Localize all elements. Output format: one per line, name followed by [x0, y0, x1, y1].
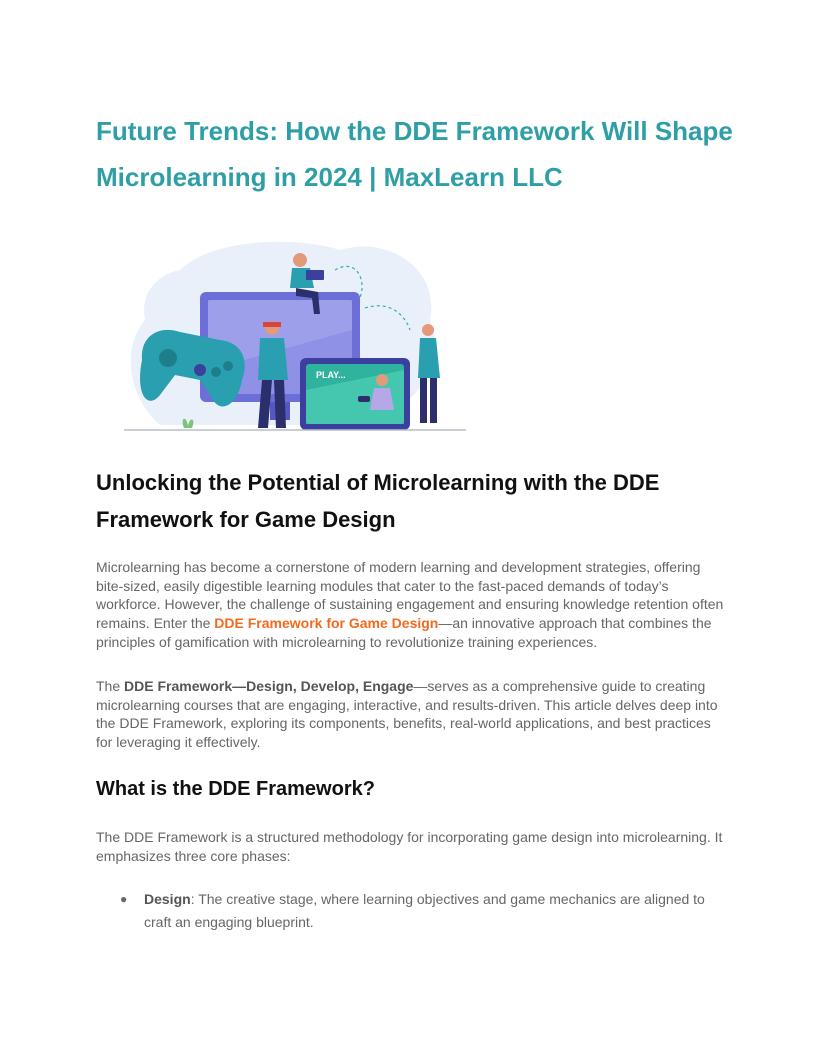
- bullet-icon: ●: [120, 892, 128, 906]
- bullet-description: : The creative stage, where learning objectives and game mechanics are aligned to craft an engaging blueprint.: [144, 891, 705, 930]
- second-text-before: The: [96, 678, 125, 694]
- section-heading: Unlocking the Potential of Microlearning with the DDE Framework for Game Design: [96, 470, 660, 532]
- hero-illustration: [120, 230, 470, 436]
- bullet-term: Design: [144, 891, 191, 907]
- intro-text-after: —an innovative approach that combines the principles of gamification with microlearning to revolutionize training experiences.: [96, 615, 712, 650]
- intro-text-before: Microlearning has become a cornerstone of modern learning and development strategies, offering bite-sized, easily digestible learning modules that cater to the fast-paced demands of today’s workforce. However, the challenge of sustaining engagement and ensuring knowledge retention often remains. Enter the: [96, 559, 724, 632]
- second-text-after: —serves as a comprehensive guide to creating microlearning courses that are engaging, interactive, and results-driven. This article delves deep into the DDE Framework, exploring its components, benefits, real-world applications, and best practices for leveraging it effectively.: [96, 678, 718, 751]
- page-title: Future Trends: How the DDE Framework Will Shape Microlearning in 2024 | MaxLearn LLC: [96, 116, 733, 192]
- dde-framework-link[interactable]: DDE Framework for Game Design: [214, 615, 439, 632]
- second-paragraph: [96, 677, 726, 752]
- intro-paragraph: [96, 558, 726, 652]
- bullet-text: [144, 888, 719, 934]
- subheading: What is the DDE Framework?: [96, 778, 375, 800]
- second-bold-text: DDE Framework—Design, Develop, Engage: [124, 678, 414, 694]
- definition-paragraph: The DDE Framework is a structured methodology for incorporating game design into microlearning. It emphasizes three core phases:: [96, 829, 723, 864]
- play-label: PLAY...: [316, 370, 346, 380]
